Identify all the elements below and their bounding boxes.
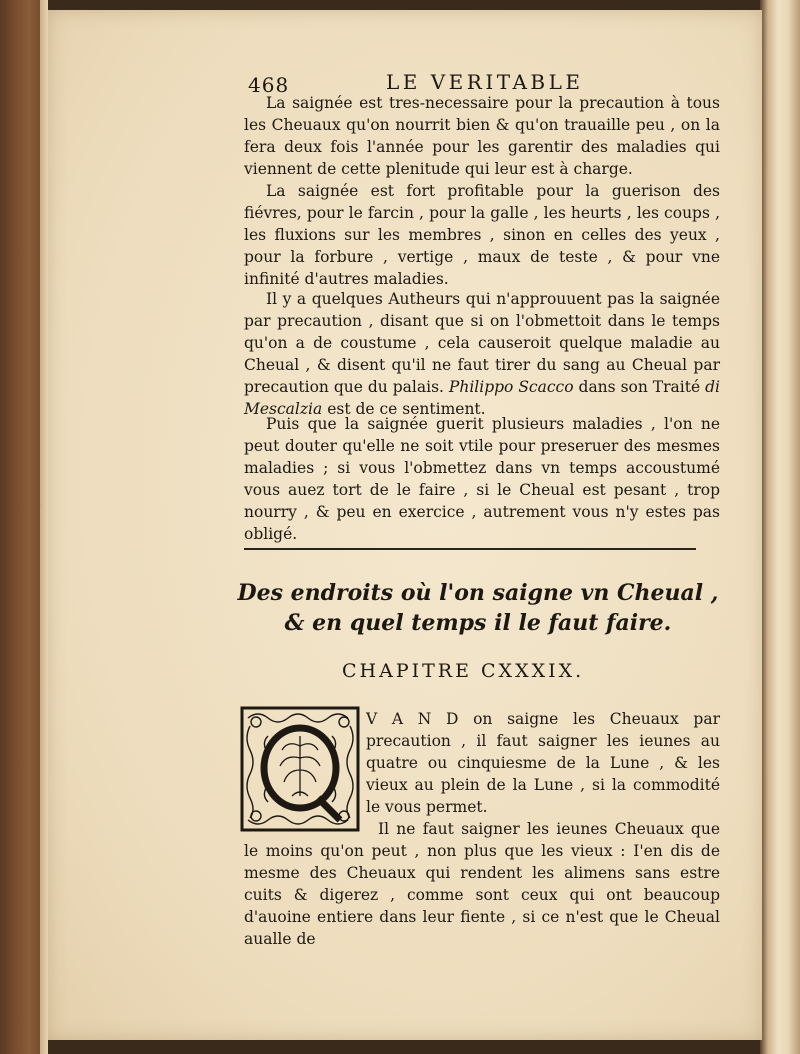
paragraph-3-text-c: est de ce sentiment. — [327, 400, 486, 418]
book-spine-edge — [0, 0, 48, 1054]
paragraph-3 — [244, 288, 720, 420]
paragraph-4: Puis que la saignée guerit plusieurs maladies , l'on ne peut douter qu'elle ne soit vtile pour preseruer des mesmes maladies ; si vous l'obmettez dans vn temps accoustumé vous auez tort de le faire , si le Cheual est pesant , trop nourry , & peu en exercice , autrement vous n'y estes pas obligé. — [244, 415, 720, 543]
chapter-heading: CHAPITRE CXXXIX. — [342, 660, 585, 682]
dropcap-letter: Q — [40, 506, 41, 507]
treatise-title: di Mescalzia — [244, 378, 720, 418]
paragraph-3-text-b: dans son Traité — [578, 378, 701, 396]
running-title: LE VERITABLE — [386, 70, 584, 94]
paragraph-1: La saignée est tres-necessaire pour la precaution à tous les Cheuaux qu'on nourrit bien & qu'on trauaille peu , on la fera deux fois l'année pour les garentir des maladies qui viennent de cette plenitude qui leur est à charge. — [244, 94, 720, 178]
paragraph-2: La saignée est fort profitable pour la guerison des fiévres, pour le farcin , pour la galle , les heurts , les coups , les fluxions sur les membres , sinon en celles des yeux , pour la forbure , vertige , maux de teste , & pour vne infinité d'autres maladies. — [244, 182, 720, 288]
paragraph-3-text-a: Il y a quelques Autheurs qui n'approuuent pas la saignée par precaution , disant que si on l'obmettoit dans le temps qu'on a de coustume , cela causeroit quelque maladie au Cheual , & disent qu'il ne faut tirer du sang au Cheual par precaution que du palais. — [244, 290, 720, 396]
section-divider — [244, 548, 696, 550]
facing-page-edge — [760, 0, 800, 1054]
section-title: Des endroits où l'on saigne vn Cheual , & en quel temps il le faut faire. — [237, 580, 719, 636]
chapter-paragraph-1: V A N D on saigne les Cheuaux par precaution , il faut saigner les ieunes au quatre ou cinquiesme de la Lune , & les vieux au plein de la Lune , si la commodité le vous permet. — [366, 710, 720, 816]
ornamental-dropcap-icon — [40, 506, 360, 832]
chapter-paragraph-2: Il ne faut saigner les ieunes Cheuaux que le moins qu'on peut , non plus que les vieux : I'en dis de mesme des Cheuaux qui rendent les alimens sans estre cuits & digerez , comme sont ceux qui ont beaucoup d'auoine entiere dans leur fiente , si ce n'est que le Cheual aualle de — [244, 820, 720, 948]
author-name: Philippo Scacco — [448, 378, 574, 396]
page-number: 468 — [248, 73, 290, 97]
